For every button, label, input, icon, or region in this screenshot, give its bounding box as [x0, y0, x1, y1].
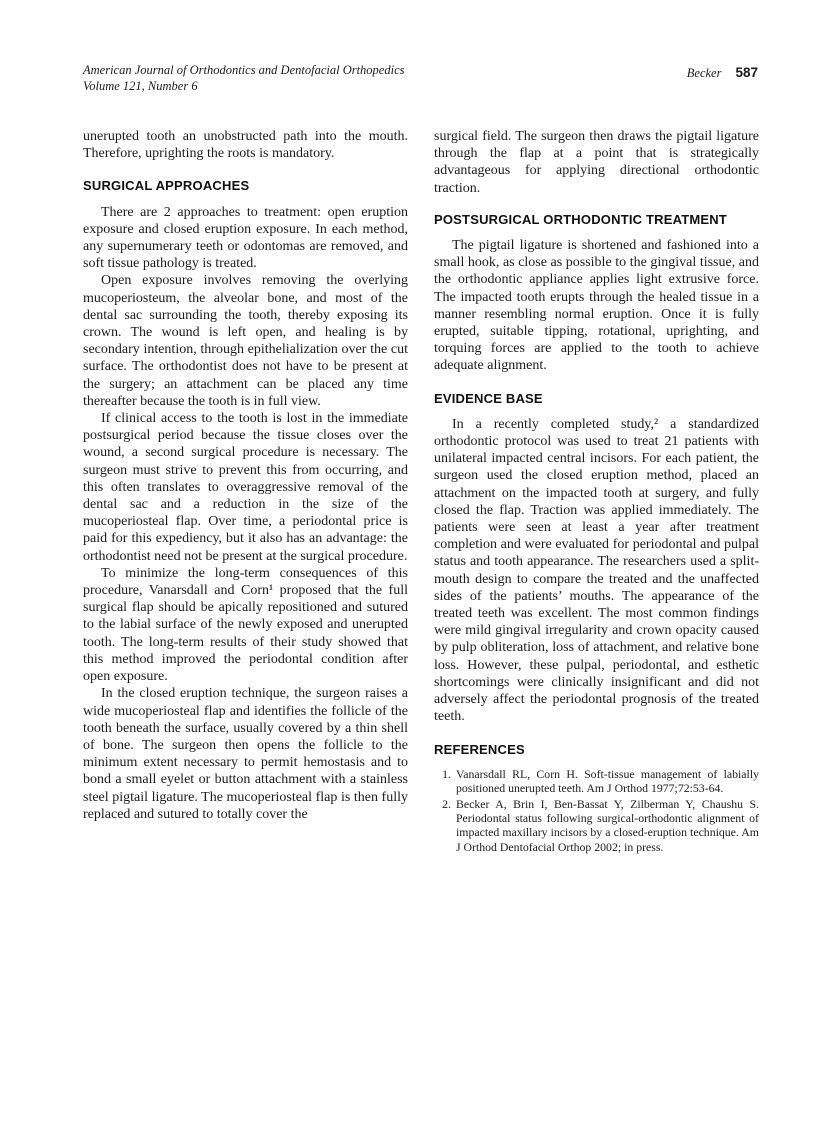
- reference-text: Vanarsdall RL, Corn H. Soft-tissue management of labially positioned unerupted teeth. Am J Orthod 1977;72:53-64.: [456, 766, 759, 796]
- section-heading-postsurgical-treatment: POSTSURGICAL ORTHODONTIC TREATMENT: [434, 211, 728, 227]
- paragraph: Open exposure involves removing the overlying mucoperiosteum, the alveolar bone, and most of the dental sac surrounding the tooth, thereby exposing its crown. The wound is left open, and healing is by secondary intention, through epithelialization over the cut surface. The orthodontist does not have to be present at the surgery; an attachment can be placed any time thereafter because the tooth is in full view.: [83, 273, 408, 409]
- volume-line: Volume 121, Number 6: [83, 78, 198, 93]
- paragraph-continuation: surgical field. The surgeon then draws the pigtail ligature through the flap at a point that is strategically advantageous for applying directional orthodontic traction.: [434, 129, 759, 196]
- paragraph: There are 2 approaches to treatment: open eruption exposure and closed eruption exposure. In each method, any supernumerary teeth or odontomas are removed, and soft tissue pathology is treated.: [83, 204, 408, 272]
- running-author: Becker: [686, 66, 722, 80]
- page-number: 587: [735, 65, 758, 80]
- paragraph-continuation: unerupted tooth an unobstructed path into the mouth. Therefore, uprighting the roots is mandatory.: [83, 129, 408, 162]
- journal-name: American Journal of Orthodontics and Dentofacial Orthopedics: [83, 63, 405, 77]
- reference-number: 2.: [442, 796, 451, 811]
- section-heading-evidence-base: EVIDENCE BASE: [434, 390, 543, 406]
- references-list: [434, 767, 759, 854]
- article-body: [83, 128, 759, 855]
- running-header: [83, 63, 758, 94]
- reference-number: 1.: [442, 766, 451, 781]
- page-reference: [687, 63, 758, 82]
- section-heading-references: REFERENCES: [434, 741, 525, 757]
- paragraph: If clinical access to the tooth is lost in the immediate postsurgical period because the tissue closes over the wound, a second surgical procedure is necessary. The surgeon must strive to prevent this from occurring, and this often translates to overaggressive removal of the dental sac and a reduction in the size of the mucoperiosteal flap. Over time, a periodontal price is paid for this expediency, but it also has an advantage: the orthodontist need not be present at the surgical procedure.: [83, 411, 408, 564]
- paragraph: In the closed eruption technique, the surgeon raises a wide mucoperiosteal flap and identifies the follicle of the tooth beneath the surface, usually covered by a thin shell of bone. The surgeon then opens the follicle to the minimum extent necessary to permit hemostasis and to bond a small eyelet or button attachment with a stainless steel pigtail ligature. The mucoperiosteal flap is then fully replaced and sutured to totally cover the: [83, 686, 408, 822]
- paragraph: The pigtail ligature is shortened and fashioned into a small hook, as close as possible to the gingival tissue, and the orthodontic appliance applies light extrusive force. The impacted tooth erupts through the healed tissue in a manner resembling normal eruption. Once it is fully erupted, suitable tipping, rotational, uprighting, and torquing forces are applied to the tooth to achieve adequate alignment.: [434, 238, 759, 374]
- journal-info: [83, 63, 405, 94]
- paragraph: To minimize the long-term consequences of this procedure, Vanarsdall and Corn¹ proposed that the full surgical flap should be apically repositioned and sutured to the labial surface of the newly exposed and unerupted tooth. The long-term results of their study showed that this method improved the periodontal condition after open exposure.: [83, 565, 408, 685]
- reference-item: [434, 767, 759, 796]
- left-column: [83, 128, 408, 855]
- paragraph: In a recently completed study,² a standardized orthodontic protocol was used to treat 21 patients with unilateral impacted central incisors. For each patient, the surgeon used the closed eruption method, placed an attachment on the impacted tooth at surgery, and fully closed the flap. Traction was applied immediately. The patients were seen at least a year after treatment completion and were evaluated for periodontal and pulpal status and tooth appearance. The researchers used a split-mouth design to compare the treated and the unaffected sides of the patients’ mouths. The appearance of the treated teeth was excellent. The most common findings were mild gingival irregularity and crown opacity caused by pulp obliteration, loss of attachment, and relative bone loss. However, these pulpal, periodontal, and esthetic shortcomings were clinically insignificant and did not adversely affect the periodontal prognosis of the treated teeth.: [434, 416, 759, 725]
- right-column: [434, 128, 759, 855]
- reference-text: Becker A, Brin I, Ben-Bassat Y, Zilberman Y, Chaushu S. Periodontal status following surgical-orthodontic alignment of impacted maxillary incisors by a closed-eruption technique. Am J Orthod Dentofacial Orthop 2002; in press.: [456, 796, 759, 854]
- section-heading-surgical-approaches: SURGICAL APPROACHES: [83, 178, 250, 194]
- reference-item: [434, 797, 759, 855]
